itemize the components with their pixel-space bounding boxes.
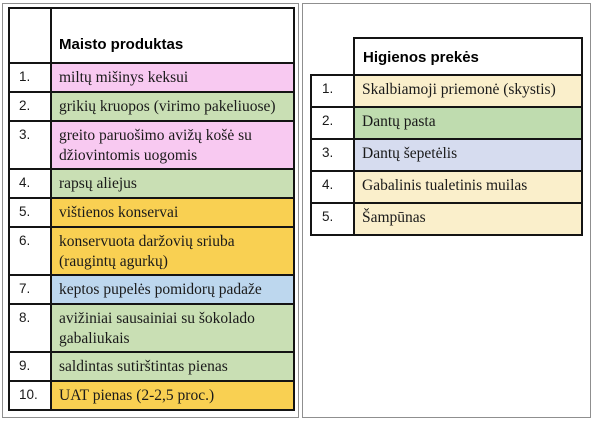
food-table-title: Maisto produktas	[59, 36, 184, 53]
food-header-number-cell	[10, 9, 52, 62]
table-row	[10, 274, 293, 303]
row-number: 1.	[10, 64, 52, 91]
row-item-label: Dantų pasta	[355, 108, 581, 138]
row-number: 10.	[10, 382, 52, 409]
row-item-label: UAT pienas (2-2,5 proc.)	[52, 382, 293, 409]
table-row	[10, 168, 293, 197]
table-row	[10, 226, 293, 274]
row-item-label: Dantų šepetėlis	[355, 140, 581, 170]
row-item-label: Skalbiamoji priemonė (skystis)	[355, 76, 581, 106]
row-number: 5.	[10, 199, 52, 226]
row-item-label: avižiniai sausainiai su šokolado gabaliukais	[52, 305, 293, 351]
row-number: 2.	[10, 93, 52, 120]
food-table-header-row	[10, 9, 293, 62]
row-item-label: saldintas sutirštintas pienas	[52, 353, 293, 380]
hygiene-goods-table	[310, 37, 583, 236]
row-number: 9.	[10, 353, 52, 380]
table-row	[10, 91, 293, 120]
table-row	[10, 303, 293, 351]
table-row	[10, 120, 293, 168]
row-item-label: Šampūnas	[355, 204, 581, 234]
row-item-label: konservuota daržovių sriuba (raugintų agurkų)	[52, 228, 293, 274]
page-right	[302, 3, 591, 418]
table-row	[10, 197, 293, 226]
row-number: 4.	[10, 170, 52, 197]
row-item-label: vištienos konservai	[52, 199, 293, 226]
row-number: 3.	[312, 140, 355, 170]
row-item-label: grikių kruopos (virimo pakeliuose)	[52, 93, 293, 120]
table-row	[312, 76, 581, 106]
row-item-label: keptos pupelės pomidorų padaže	[52, 276, 293, 303]
table-row	[312, 138, 581, 170]
row-number: 1.	[312, 76, 355, 106]
row-item-label: greito paruošimo avižų košė su džiovintomis uogomis	[52, 122, 293, 168]
row-item-label: miltų mišinys keksui	[52, 64, 293, 91]
row-number: 4.	[312, 172, 355, 202]
row-number: 3.	[10, 122, 52, 168]
row-number: 2.	[312, 108, 355, 138]
row-number: 5.	[312, 204, 355, 234]
row-number: 7.	[10, 276, 52, 303]
row-number: 6.	[10, 228, 52, 274]
table-row	[10, 62, 293, 91]
row-item-label: Gabalinis tualetinis muilas	[355, 172, 581, 202]
row-number: 8.	[10, 305, 52, 351]
table-row	[10, 380, 293, 409]
page-left	[2, 3, 299, 418]
hygiene-table-title: Higienos prekės	[353, 37, 583, 74]
table-row	[312, 202, 581, 234]
table-row	[312, 106, 581, 138]
hygiene-rows	[310, 74, 583, 236]
row-item-label: rapsų aliejus	[52, 170, 293, 197]
table-row	[312, 170, 581, 202]
table-row	[10, 351, 293, 380]
food-products-table	[8, 7, 295, 411]
